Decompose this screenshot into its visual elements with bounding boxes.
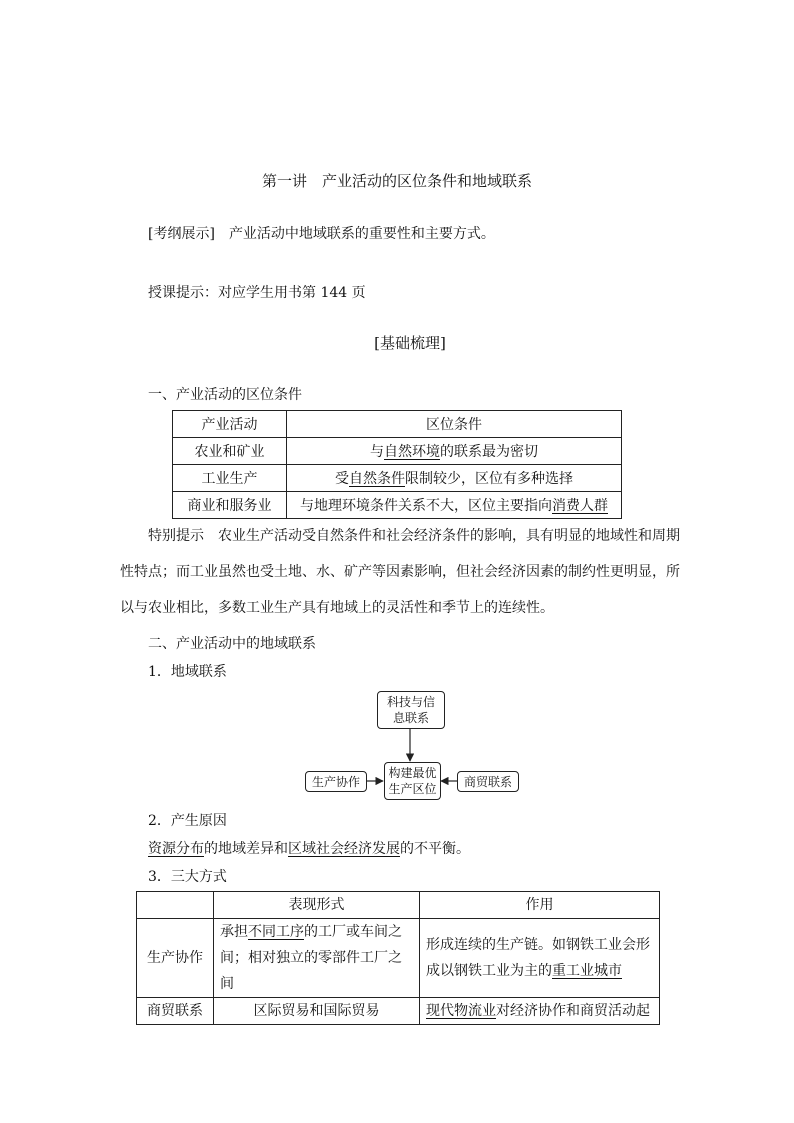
table-row xyxy=(173,438,622,465)
cell-text: 与地理环境条件关系不大，区位主要指向 xyxy=(300,498,552,514)
cell-text: 承担 xyxy=(220,924,248,940)
cell-line: 间；相对独立的零部件工厂之间 xyxy=(220,950,402,992)
outline-text: 产业活动中地域联系的重要性和主要方式。 xyxy=(228,226,495,242)
cell-text: 与 xyxy=(370,444,384,460)
tip-line xyxy=(120,518,680,554)
cell-line xyxy=(220,919,413,945)
table-cell: 农业和矿业 xyxy=(173,438,287,465)
sub2-heading: 2．产生原因 xyxy=(148,813,227,829)
table-cell xyxy=(420,919,660,998)
table-cell xyxy=(420,998,660,1025)
cell-line xyxy=(426,958,653,984)
table-row xyxy=(173,465,622,492)
three-methods-table xyxy=(136,891,660,1025)
table-cell xyxy=(287,492,622,519)
table-header-row xyxy=(173,411,622,438)
cell-text: 的联系最为密切 xyxy=(440,444,538,460)
key-term: 不同工序 xyxy=(248,924,304,940)
box-production-coop: 生产协作 xyxy=(305,771,367,792)
cell-text: 限制较少，区位有多种选择 xyxy=(405,471,573,487)
page-title: 第一讲 产业活动的区位条件和地域联系 xyxy=(261,172,532,190)
cell-text: 受 xyxy=(335,471,349,487)
key-term: 消费人群 xyxy=(552,498,608,514)
key-term: 资源分布 xyxy=(148,841,204,857)
table-cell xyxy=(287,438,622,465)
cell-text: 成以钢铁工业为主的 xyxy=(426,963,552,979)
sub3-heading: 3．三大方式 xyxy=(148,869,227,885)
table-header: 作用 xyxy=(420,892,660,919)
outline-tag: [考纲展示] xyxy=(148,226,215,242)
sub1-heading: 1．地域联系 xyxy=(148,664,227,680)
table-cell: 商贸联系 xyxy=(137,998,214,1025)
table-header: 区位条件 xyxy=(287,411,622,438)
cell-line: 形成连续的生产链。如钢铁工业会形 xyxy=(426,937,650,953)
table-header-row xyxy=(137,892,660,919)
box-text: 构建最优 xyxy=(388,766,437,780)
cell-text: 的工厂或车间之 xyxy=(304,924,402,940)
cause-part: 的不平衡。 xyxy=(400,841,470,857)
box-optimal-location xyxy=(384,762,441,800)
part2-heading: 二、产业活动中的地域联系 xyxy=(148,636,316,652)
key-term: 自然环境 xyxy=(384,444,440,460)
tip-line: 性特点；而工业虽然也受土地、水、矿产等因素影响，但社会经济因素的制约性更明显，所 xyxy=(120,564,680,580)
box-text: 生产区位 xyxy=(388,782,437,796)
tip-text: 农业生产活动受自然条件和社会经济条件的影响，具有明显的地域性和周期 xyxy=(218,528,680,544)
exam-outline xyxy=(148,223,495,243)
table-header xyxy=(137,892,214,919)
table-header: 表现形式 xyxy=(214,892,420,919)
box-text: 息联系 xyxy=(392,711,429,725)
tip-line: 以与农业相比，多数工业生产具有地域上的灵活性和季节上的连续性。 xyxy=(120,600,554,616)
key-term: 区域社会经济发展 xyxy=(288,841,400,857)
table-row xyxy=(137,998,660,1025)
tip-label: 特别提示 xyxy=(148,528,204,544)
table-cell: 商业和服务业 xyxy=(173,492,287,519)
box-text: 科技与信 xyxy=(386,695,435,709)
special-tip xyxy=(120,518,680,626)
key-term: 现代物流业 xyxy=(426,1003,496,1019)
cell-text: 对经济协作和商贸活动起 xyxy=(496,1003,650,1019)
table-cell xyxy=(214,919,420,998)
key-term: 重工业城市 xyxy=(552,963,622,979)
box-tech-info xyxy=(377,691,445,729)
section-basic-heading: [基础梳理] xyxy=(374,334,446,352)
table-row xyxy=(173,492,622,519)
key-term: 自然条件 xyxy=(349,471,405,487)
table-cell: 区际贸易和国际贸易 xyxy=(214,998,420,1025)
cause-text xyxy=(148,838,470,858)
table-cell xyxy=(287,465,622,492)
table-header: 产业活动 xyxy=(173,411,287,438)
part1-heading: 一、产业活动的区位条件 xyxy=(148,387,302,403)
table-row xyxy=(137,919,660,998)
lesson-hint: 授课提示：对应学生用书第 144 页 xyxy=(148,285,366,301)
location-conditions-table xyxy=(172,410,622,519)
table-cell: 工业生产 xyxy=(173,465,287,492)
box-trade-links: 商贸联系 xyxy=(457,771,519,792)
cause-part: 的地域差异和 xyxy=(204,841,288,857)
table-cell: 生产协作 xyxy=(137,919,214,998)
